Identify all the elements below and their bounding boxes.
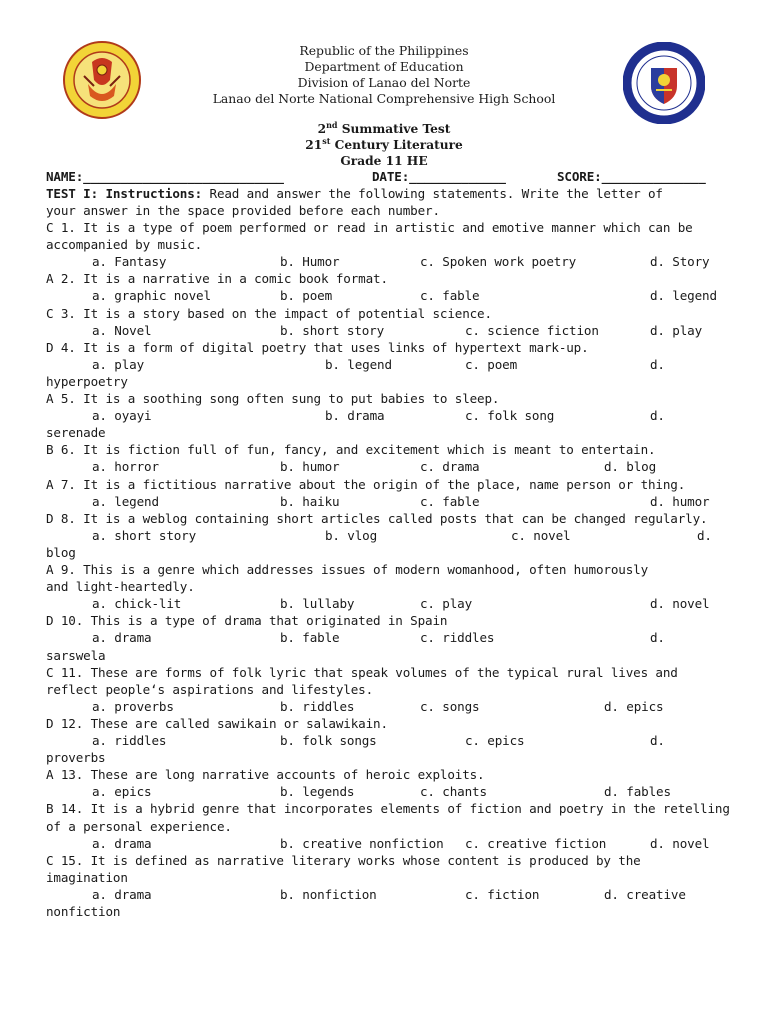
answer-option: b. creative nonfiction bbox=[280, 835, 444, 851]
question-stem: C 1. It is a type of poem performed or read in artistic and emotive manner which can be bbox=[46, 220, 693, 235]
answer-option: d. bbox=[650, 356, 665, 372]
answer-option: a. Novel bbox=[92, 322, 152, 338]
answer-option: b. short story bbox=[280, 322, 385, 338]
test-title: 2nd Summative Test bbox=[317, 119, 451, 136]
answer-option-cont: proverbs bbox=[46, 750, 106, 766]
answer-option: c. fable bbox=[420, 288, 480, 304]
answer-option: d. fables bbox=[604, 784, 671, 800]
question-stem: C 3. It is a story based on the impact of potential science. bbox=[46, 305, 492, 321]
answer-option: b. riddles bbox=[280, 698, 355, 714]
answer-option: c. creative fiction bbox=[465, 835, 607, 851]
answer-option: d. humor bbox=[650, 493, 710, 509]
subject-title: 21st Century Literature bbox=[305, 135, 463, 152]
answer-option: c. science fiction bbox=[465, 322, 599, 338]
question-stem: B 14. It is a hybrid genre that incorporates elements of fiction and poetry in the retelling bbox=[46, 801, 730, 817]
answer-option: a. graphic novel bbox=[92, 288, 211, 304]
answer-option-cont: serenade bbox=[46, 425, 106, 441]
answer-option: a. play bbox=[92, 356, 145, 372]
answer-option: d. play bbox=[650, 322, 703, 338]
question-stem: A 9. This is a genre which addresses issues of modern womanhood, often humorously bbox=[46, 562, 648, 577]
question-stem: B 6. It is fiction full of fun, fancy, and excitement which is meant to entertain. bbox=[46, 442, 656, 458]
instructions-cont: your answer in the space provided before each number. bbox=[46, 203, 440, 218]
answer-option: c. songs bbox=[420, 698, 480, 714]
answer-option: b. folk songs bbox=[280, 733, 377, 748]
answer-option-cont: nonfiction bbox=[46, 904, 121, 919]
question-stem-cont: accompanied by music. bbox=[46, 237, 203, 253]
question-stem: D 4. It is a form of digital poetry that uses links of hypertext mark-up. bbox=[46, 339, 589, 355]
answer-option: c. poem bbox=[465, 356, 518, 372]
answer-option: b. lullaby bbox=[280, 596, 355, 612]
question-stem: D 8. It is a weblog containing short articles called posts that can be changed regularly. bbox=[46, 510, 708, 526]
question-stem: A 13. These are long narrative accounts of heroic exploits. bbox=[46, 767, 485, 783]
answer-option: b. legend bbox=[325, 356, 392, 372]
answer-option: d. novel bbox=[650, 835, 710, 851]
question-stem: C 11. These are forms of folk lyric that speak volumes of the typical rural lives and bbox=[46, 664, 678, 680]
question-stem: A 5. It is a soothing song often sung to put babies to sleep. bbox=[46, 391, 500, 406]
answer-option: a. riddles bbox=[92, 733, 167, 748]
score-field[interactable]: SCORE:______________ bbox=[557, 169, 706, 184]
header-republic: Republic of the Philippines bbox=[299, 43, 469, 58]
question-stem: A 7. It is a fictitious narrative about the origin of the place, name person or thing. bbox=[46, 476, 686, 492]
answer-option: c. chants bbox=[420, 784, 487, 800]
instructions: TEST I: Instructions: Read and answer the following statements. Write the letter of bbox=[46, 186, 663, 201]
answer-option: a. oyayi bbox=[92, 408, 152, 424]
answer-option: c. folk song bbox=[465, 408, 555, 424]
answer-option: d. bbox=[650, 408, 665, 424]
answer-option: b. Humor bbox=[280, 254, 340, 270]
answer-option: d. bbox=[650, 630, 665, 646]
question-stem: A 2. It is a narrative in a comic book format. bbox=[46, 271, 388, 287]
answer-option: c. fiction bbox=[465, 886, 540, 902]
answer-option: c. Spoken work poetry bbox=[420, 254, 577, 270]
answer-option: a. drama bbox=[92, 835, 152, 851]
answer-option: a. horror bbox=[92, 459, 159, 475]
grade-title: Grade 11 HE bbox=[340, 154, 428, 168]
answer-option: b. drama bbox=[325, 408, 385, 424]
name-field[interactable]: NAME:___________________________ bbox=[46, 169, 284, 184]
answer-option: d. novel bbox=[650, 596, 710, 612]
question-stem-cont: and light-heartedly. bbox=[46, 579, 195, 595]
answer-option-cont: sarswela bbox=[46, 647, 106, 663]
answer-option: c. fable bbox=[420, 493, 480, 509]
answer-option: a. Fantasy bbox=[92, 254, 167, 270]
answer-option: a. short story bbox=[92, 527, 197, 543]
question-stem-cont: imagination bbox=[46, 869, 128, 885]
header-department: Department of Education bbox=[304, 59, 464, 74]
header-school: Lanao del Norte National Comprehensive High School bbox=[212, 91, 556, 106]
answer-option-cont: hyperpoetry bbox=[46, 373, 128, 389]
answer-option: b. humor bbox=[280, 459, 340, 475]
answer-option: b. fable bbox=[280, 630, 340, 646]
answer-option: c. riddles bbox=[420, 630, 495, 646]
answer-option: a. drama bbox=[92, 630, 152, 646]
header-division: Division of Lanao del Norte bbox=[297, 75, 471, 90]
answer-option: a. drama bbox=[92, 886, 152, 902]
answer-option: d. Story bbox=[650, 254, 710, 270]
answer-option: b. poem bbox=[280, 288, 333, 304]
answer-option: a. proverbs bbox=[92, 698, 174, 714]
answer-option: c. novel bbox=[511, 527, 571, 543]
question-stem: D 12. These are called sawikain or salawikain. bbox=[46, 715, 388, 731]
answer-option: a. epics bbox=[92, 784, 152, 800]
answer-option: d. blog bbox=[604, 459, 657, 475]
answer-option: a. chick-lit bbox=[92, 596, 182, 612]
answer-option: d. legend bbox=[650, 288, 717, 304]
answer-option: a. legend bbox=[92, 493, 159, 509]
answer-option: c. play bbox=[420, 596, 473, 612]
answer-option: c. drama bbox=[420, 459, 480, 475]
question-stem-cont: reflect people‘s aspirations and lifestyles. bbox=[46, 681, 374, 697]
answer-option: d. creative bbox=[604, 886, 686, 902]
question-stem-cont: of a personal experience. bbox=[46, 818, 232, 834]
answer-option: c. epics bbox=[465, 733, 525, 748]
answer-option-cont: blog bbox=[46, 544, 76, 560]
date-field[interactable]: DATE:_____________ bbox=[372, 169, 506, 184]
answer-option: b. haiku bbox=[280, 493, 340, 509]
answer-option: d. epics bbox=[604, 698, 664, 714]
answer-option: b. nonfiction bbox=[280, 886, 377, 902]
answer-option: d. bbox=[650, 733, 665, 748]
answer-option: b. legends bbox=[280, 784, 355, 800]
answer-option: d. bbox=[697, 527, 712, 543]
question-stem: C 15. It is defined as narrative literary works whose content is produced by the bbox=[46, 852, 641, 868]
question-stem: D 10. This is a type of drama that originated in Spain bbox=[46, 613, 448, 629]
answer-option: b. vlog bbox=[325, 527, 378, 543]
